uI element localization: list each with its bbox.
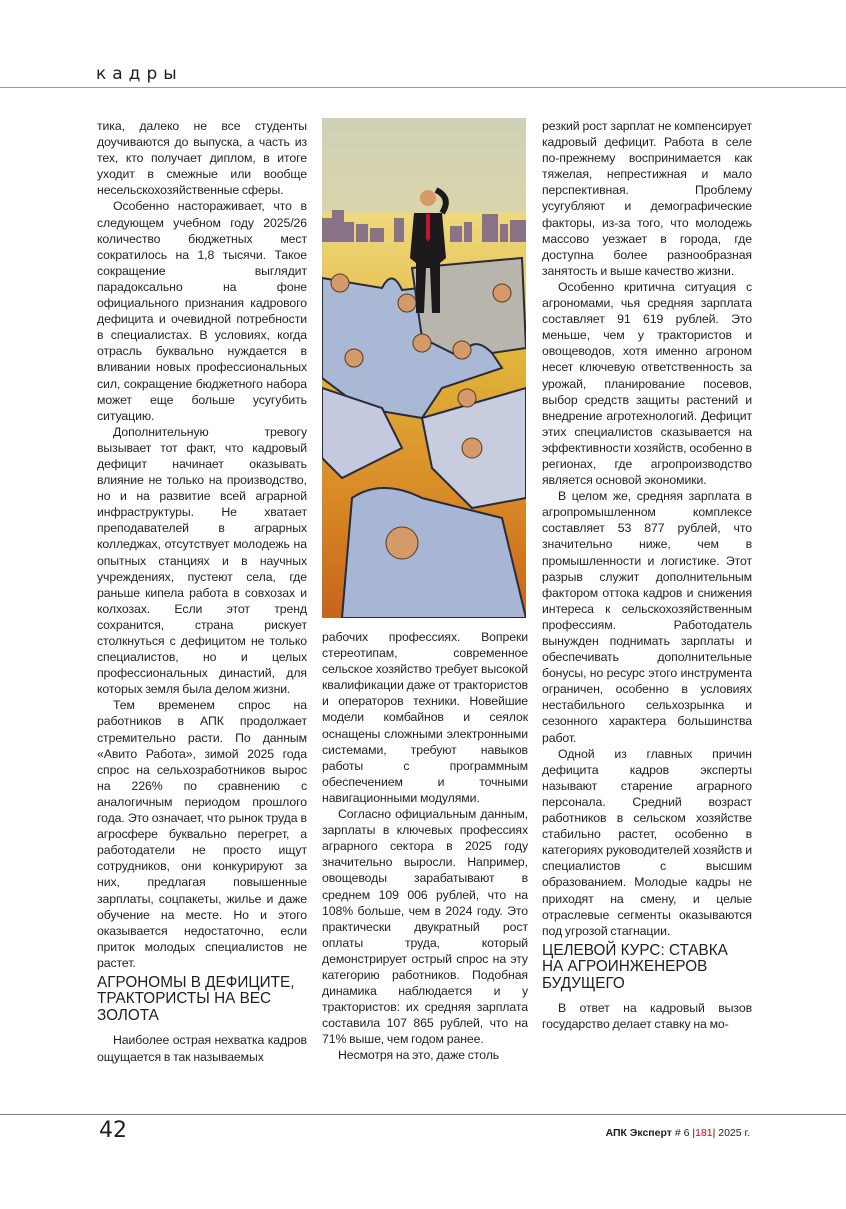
paragraph: В ответ на кадровый вызов государство делает ставку на мо- [542, 1001, 752, 1032]
paragraph: Особенно настораживает, что в следующем учебном году 2025/26 количество бюджетных мест сократилось на 1,8 тысячи. Такое сокращение выглядит парадоксально на фоне официального признания кадрового дефицита и очевидной потребности в специалистах. В условиях, когда отрасль буквально нуждается в вливании новых профессиональных сил, сокращение бюджетного набора может еще больше усугубить ситуацию. [97, 199, 307, 423]
paragraph: тика, далеко не все студенты доучиваются до выпуска, а часть из тех, кто получает диплом, в итоге уходит в смежные или вообще несельскохозяйственные сферы. [97, 119, 307, 198]
paragraph: резкий рост зарплат не компенсирует кадровый дефицит. Работа в селе по-прежнему воспринимается как тяжелая, непрестижная и мало перспективная. Проблему усугубляют и демографические факторы, из-за того, что молодежь массово уезжает в города, где доступна более разнообразная занятость и выше качество жизни. [542, 119, 752, 278]
issue-info [606, 1126, 750, 1140]
paragraph: Несмотря на это, даже столь [338, 1048, 500, 1063]
paragraph: В целом же, средняя зарплата в агропромышленном комплексе составляет 53 877 рублей, что значительно ниже, чем в промышленности и логистике. Этот разрыв служит дополнительным фактором оттока кадров и снижения интереса к сельскохозяйственным профессиям. Работодатель вынужден поднимать зарплаты и обеспечивать дополнительные бонусы, но ресурс этого инструмента ограничен, особенно в условиях нестабильного сельхозрынка и сезонного характера большинства работ. [542, 489, 752, 745]
paragraph: рабочих профессиях. Вопреки стереотипам, современное сельское хозяйство требует высокой квалификации даже от трактористов и операторов техники. Новейшие модели комбайнов и сеялок оснащены сложными электронными системами, требуют навыков работы с программным обеспечением и точными навигационными модулями. [322, 630, 528, 805]
magazine-title: АПК Эксперт [605, 1127, 672, 1139]
header-rule [0, 87, 846, 88]
subheading: АГРОНОМЫ В ДЕФИЦИТЕ, ТРАКТОРИСТЫ НА ВЕС ЗОЛОТА [97, 973, 295, 1024]
paragraph: Наиболее острая нехватка кадров ощущается в так называемых [97, 1033, 307, 1064]
footer-rule [0, 1114, 846, 1115]
paragraph: Особенно критична ситуация с агрономами, чья средняя зарплата составляет 91 619 рублей. Это меньше, чем у трактористов и овощеводов, хотя именно агроном несет ключевую ответственность за урожай, планирование посевов, выбор средств защиты растений и внедрение агротехнологий. Дефицит этих специалистов сказывается на эффективности хозяйств, особенно в регионах, где агропроизводство является основой экономики. [542, 279, 752, 488]
section-label: кадры [96, 64, 183, 84]
paragraph: Дополнительную тревогу вызывает тот факт, что кадровый дефицит начинает оказывать влияние не только на производство, но и на развитие всей аграрной инфраструктуры. Не хватает преподавателей в аграрных колледжах, отсутствует молодежь на опытных станциях и в научных учреждениях, пустеют села, где раньше кипела работа в совхозах и колхозах. Если этот тренд сохранится, страна рискует столкнуться с дефицитом не только специалистов, но и целых профессиональных династий, для которых земля была делом жизни. [97, 424, 307, 697]
paragraph: Тем временем спрос на работников в АПК продолжает стремительно расти. По данным «Авито Работа», зимой 2025 года спрос на сельхозработников вырос на 226% по сравнению с аналогичным периодом прошлого года. Это означает, что рынок труда в агросфере буквально перегрет, а работодатели не просто ищут сотрудников, они конкурируют за них, предлагая повышенные зарплаты, соцпакеты, жилье и даже обучение на месте. Но и этого оказывается недостаточно, если приток молодых специалистов не растет. [97, 698, 307, 970]
issue-total: 181 [695, 1127, 713, 1139]
article-illustration [322, 118, 526, 618]
paragraph: Одной из главных причин дефицита кадров эксперты называют старение аграрного персонала. Средний возраст работников в сельском хозяйстве стабильно растет, особенно в категориях руководителей хозяйств и специалистов с высшим образованием. Молодые кадры не приходят на смену, и целые отраслевые сегменты оказываются под угрозой стагнации. [542, 746, 752, 938]
paragraph: Согласно официальным данным, зарплаты в ключевых профессиях аграрного сектора в 2025 году значительно выросли. Например, овощеводы зарабатывают в среднем 109 006 рублей, что на 108% больше, чем в 2024 году. Это практически двукратный рост оплаты труда, который демонстрирует острый спрос на эту категорию работников. Подобная динамика наблюдается и у трактористов: их средняя зарплата составила 107 865 рублей, что на 71% выше, чем годом ранее. [322, 807, 528, 1047]
page-number: 42 [99, 1118, 127, 1143]
issue-year: | 2025 г. [712, 1127, 750, 1139]
issue-number: # 6 | [674, 1127, 696, 1139]
text-column-1 [97, 118, 307, 1108]
text-column-2 [322, 629, 528, 1108]
subheading: ЦЕЛЕВОЙ КУРС: СТАВКА НА АГРОИНЖЕНЕРОВ БУДУЩЕГО [542, 941, 728, 992]
text-column-3 [542, 118, 752, 1108]
